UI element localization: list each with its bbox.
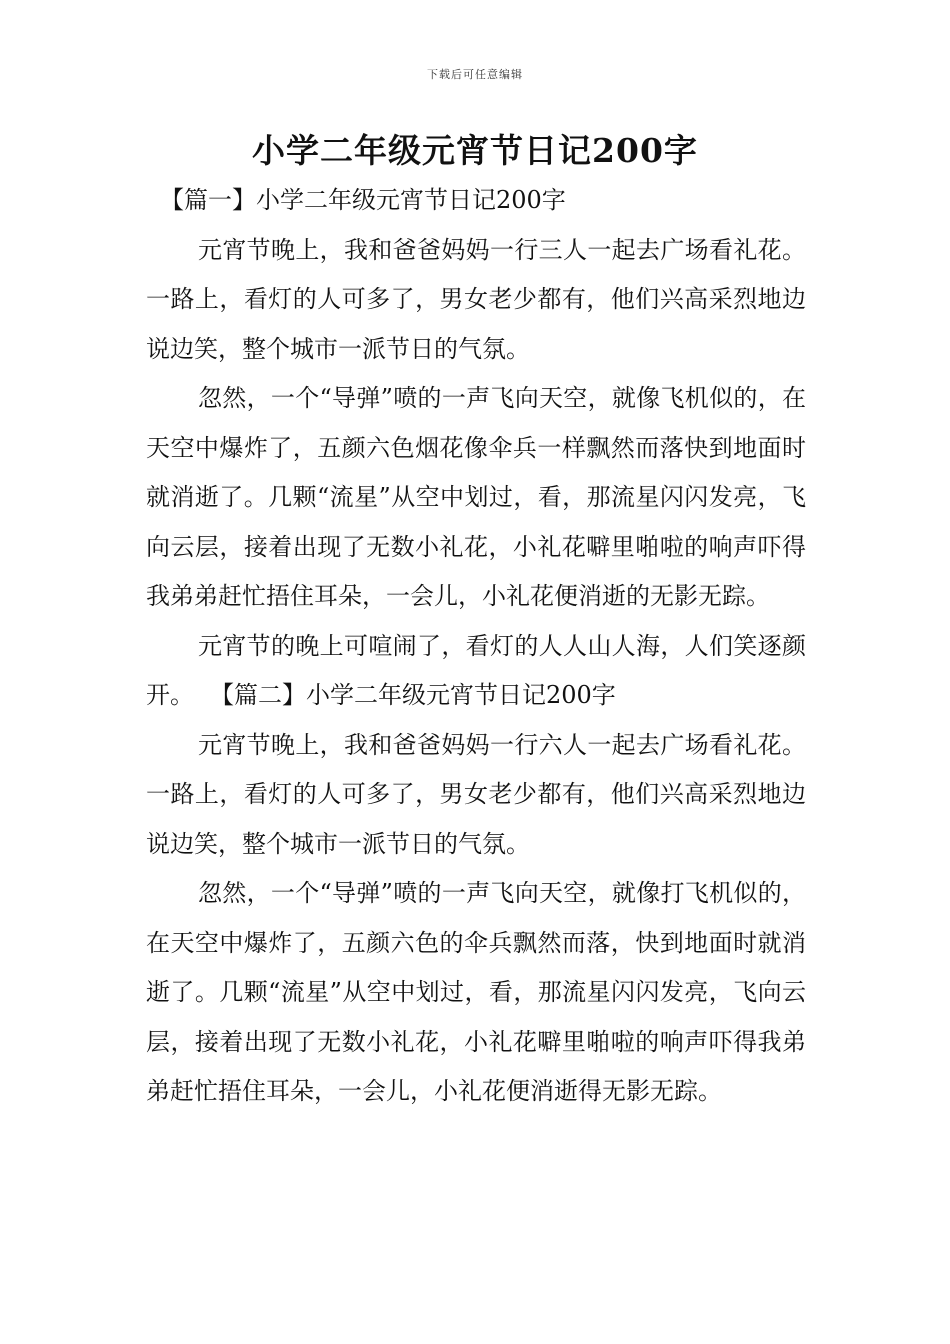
section-heading-2: 【篇二】小学二年级元宵节日记200字: [222, 681, 616, 709]
section-heading-1: 【篇一】小学二年级元宵节日记200字: [160, 186, 566, 214]
paragraph-1-3-text: 元宵节的晚上可喧闹了，看灯的人人山人海，人们笑逐颜开。: [146, 631, 806, 709]
paragraph-1-3: [146, 622, 806, 721]
paragraph-2-1: 元宵节晚上，我和爸爸妈妈一行六人一起去广场看礼花。一路上，看灯的人可多了，男女老少都有，他们兴高采烈地边说边笑，整个城市一派节日的气氛。: [146, 730, 806, 858]
paragraph-2-2: 忽然，一个“导弹”喷的一声飞向天空，就像打飞机似的，在天空中爆炸了，五颜六色的伞兵飘然而落，快到地面时就消逝了。几颗“流星”从空中划过，看，那流星闪闪发亮，飞向云层，接着出现了无数小礼花，小礼花噼里啪啦的响声吓得我弟弟赶忙捂住耳朵，一会儿，小礼花便消逝得无影无踪。: [146, 879, 806, 1105]
page-title: 小学二年级元宵节日记200字: [252, 131, 698, 170]
header-note: 下载后可任意编辑: [427, 68, 523, 81]
document-body: [146, 176, 806, 1117]
paragraph-1-2: 忽然，一个“导弹”喷的一声飞向天空，就像飞机似的，在天空中爆炸了，五颜六色烟花像伞兵一样飘然而落快到地面时就消逝了。几颗“流星”从空中划过，看，那流星闪闪发亮，飞向云层，接着出现了无数小礼花，小礼花噼里啪啦的响声吓得我弟弟赶忙捂住耳朵，一会儿，小礼花便消逝的无影无踪。: [146, 384, 806, 610]
paragraph-1-1: 元宵节晚上，我和爸爸妈妈一行三人一起去广场看礼花。一路上，看灯的人可多了，男女老少都有，他们兴高采烈地边说边笑，整个城市一派节日的气氛。: [146, 235, 806, 363]
